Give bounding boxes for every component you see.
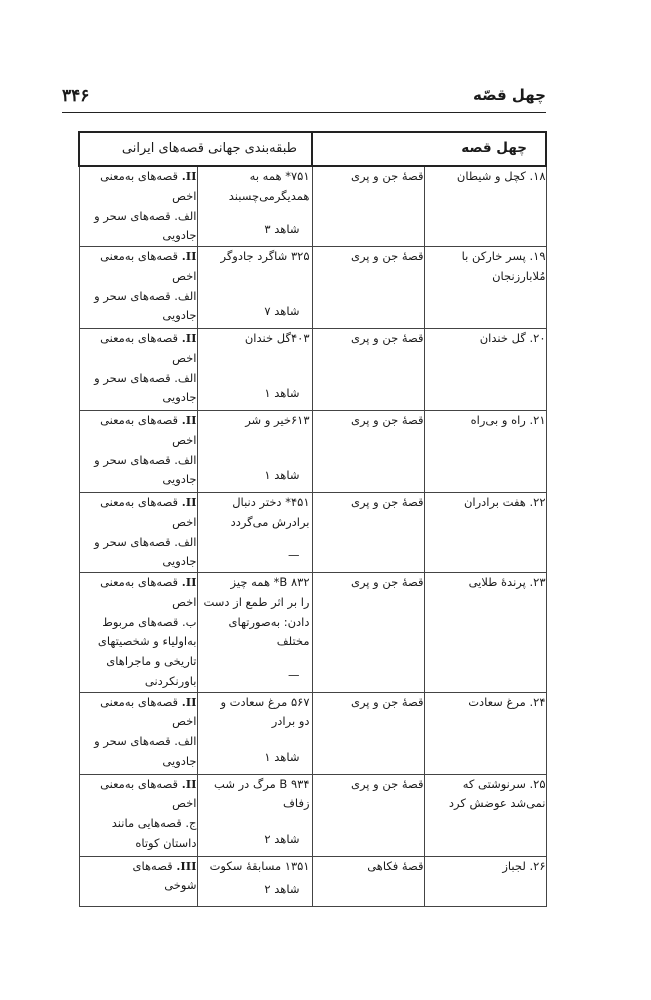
tale-title	[424, 856, 546, 906]
classification-line	[80, 470, 197, 490]
classification-line	[80, 573, 197, 593]
classification-text: الف. قصه‌های سحر و	[94, 370, 197, 385]
classification-table	[78, 131, 547, 907]
classification	[79, 329, 197, 411]
classification-text: الف. قصه‌های سحر و	[94, 534, 197, 549]
header-forty-tales: چهل قصه	[312, 132, 546, 166]
classification-text: جادویی	[162, 472, 197, 487]
tale-type-line: ۶۱۳خیر و شر	[245, 413, 310, 428]
classification-line	[80, 752, 197, 772]
header-rule	[62, 112, 546, 113]
classification-text: الف. قصه‌های سحر و	[94, 208, 197, 223]
tale-title-line: ۲۱. راه و بی‌راه	[470, 413, 546, 428]
tale-type-line: ۱۳۵۱ مسابقهٔ سکوت	[209, 858, 310, 873]
classification-line	[80, 369, 197, 389]
tale-title-line: مُلابارزنجان	[492, 268, 546, 283]
classification-number: II.	[181, 694, 197, 709]
classification-line	[80, 226, 197, 246]
witness-count: —	[288, 667, 300, 682]
tale-type-line: ۵۶۷ مرغ سعادت و	[220, 694, 310, 709]
classification-line	[80, 287, 197, 307]
witness-count: شاهد ۲	[264, 881, 300, 896]
classification-line	[80, 632, 197, 652]
classification-text: الف. قصه‌های سحر و	[94, 452, 197, 467]
classification-line	[80, 613, 197, 633]
tale-type-line: مختلف	[276, 634, 310, 649]
table-row	[79, 411, 546, 493]
classification	[79, 692, 197, 774]
table-row	[79, 493, 546, 573]
tale-title-line: ۱۸. کچل و شیطان	[456, 169, 546, 183]
classification-text: جادویی	[162, 308, 197, 323]
tale-title	[424, 774, 546, 856]
tale-type	[197, 493, 312, 573]
classification-text: اخص	[172, 432, 197, 447]
classification-text: به‌اولیاء و شخصیتهای	[97, 634, 197, 649]
classification-line	[80, 775, 197, 795]
tale-type	[197, 774, 312, 856]
tale-type-line: ۴۵۱* دختر دنبال	[232, 495, 310, 510]
tale-type	[197, 692, 312, 774]
classification-text: قصه‌های به‌معنی	[100, 575, 179, 590]
classification-line	[80, 652, 197, 672]
tale-type-line: دو برادر	[271, 714, 310, 729]
tale-title	[424, 692, 546, 774]
classification-text: قصه‌های به‌معنی	[100, 776, 179, 791]
page-header	[62, 86, 546, 112]
classification-text: جادویی	[162, 228, 197, 243]
tale-title	[424, 247, 546, 329]
witness-count: شاهد ۱	[264, 749, 300, 764]
classification-line	[80, 794, 197, 814]
classification	[79, 493, 197, 573]
tale-type-line: B ۹۳۴ مرگ در شب	[214, 776, 310, 791]
classification-text: اخص	[172, 188, 197, 203]
tale-genre: قصهٔ جن و پری	[312, 411, 424, 493]
tale-title	[424, 573, 546, 693]
tale-type	[197, 573, 312, 693]
classification-number: II.	[181, 575, 197, 590]
classification-line	[80, 834, 197, 854]
classification-text: قصه‌های به‌معنی	[100, 694, 179, 709]
classification-text: قصه‌های	[132, 858, 173, 873]
tale-type-line: ۳۲۵ شاگرد جادوگر	[220, 249, 310, 264]
classification-text: قصه‌های به‌معنی	[100, 495, 179, 510]
classification-number: II.	[181, 249, 197, 264]
table-row	[79, 247, 546, 329]
tale-type-line: را بر اثر طمع از دست	[203, 594, 310, 609]
classification-text: اخص	[172, 350, 197, 365]
tale-title-line: ۲۲. هفت برادران	[463, 495, 546, 510]
classification-text: الف. قصه‌های سحر و	[94, 734, 197, 749]
tale-genre: قصهٔ جن و پری	[312, 573, 424, 693]
tale-title-line: ۲۵. سرنوشتی که	[462, 776, 546, 791]
tale-title-line: ۱۹. پسر خارکن با	[461, 249, 546, 264]
tale-title-line: ۲۴. مرغ سعادت	[468, 694, 546, 709]
classification	[79, 247, 197, 329]
tale-type-line: B ۸۳۲* همه چیز	[230, 575, 310, 590]
witness-count: شاهد ۲	[264, 831, 300, 846]
table-header-row	[79, 132, 546, 166]
classification	[79, 573, 197, 693]
classification-text: ب. قصه‌های مربوط	[102, 614, 197, 629]
tale-type-line: برادرش می‌گردد	[230, 514, 310, 529]
running-title: چهل قصّه	[472, 86, 546, 104]
classification-line	[80, 672, 197, 692]
tale-title-line: ۲۰. گل خندان	[479, 331, 546, 346]
classification-text: اخص	[172, 714, 197, 729]
witness-count: شاهد ۷	[264, 304, 300, 319]
classification-text: داستان کوتاه	[135, 836, 197, 851]
tale-title	[424, 411, 546, 493]
classification-text: جادویی	[162, 754, 197, 769]
classification-line	[80, 593, 197, 613]
tale-genre: قصهٔ جن و پری	[312, 247, 424, 329]
tale-genre: قصهٔ جن و پری	[312, 493, 424, 573]
table-row	[79, 774, 546, 856]
classification-text: شوخی	[164, 878, 197, 893]
classification-text: باورنکردنی	[144, 673, 197, 688]
classification-line	[80, 411, 197, 431]
tale-type-line: دادن: به‌صورتهای	[228, 614, 310, 629]
classification-line	[80, 693, 197, 713]
classification-line	[80, 267, 197, 287]
tale-type-line: همدیگرمی‌چسبند	[228, 188, 310, 203]
classification-text: قصه‌های به‌معنی	[100, 249, 179, 264]
classification-line	[80, 388, 197, 408]
tale-genre: قصهٔ جن و پری	[312, 774, 424, 856]
classification-line	[80, 857, 197, 877]
classification-line	[80, 167, 197, 187]
classification-line	[80, 712, 197, 732]
tale-type-line: زفاف	[283, 796, 310, 811]
classification-line	[80, 533, 197, 553]
classification-number: II.	[181, 413, 197, 428]
classification-line	[80, 451, 197, 471]
tale-title	[424, 329, 546, 411]
tale-genre: قصهٔ جن و پری	[312, 166, 424, 247]
tale-type-line: ۴۰۳گل خندان	[244, 331, 310, 346]
table-row	[79, 573, 546, 693]
classification-line	[80, 876, 197, 896]
tale-type	[197, 856, 312, 906]
tale-genre: قصهٔ جن و پری	[312, 692, 424, 774]
classification-line	[80, 349, 197, 369]
classification-line	[80, 187, 197, 207]
tale-title-line: ۲۳. پرندهٔ طلایی	[468, 575, 546, 590]
table-row	[79, 166, 546, 247]
classification-line	[80, 306, 197, 326]
tale-type-line: ۷۵۱* همه به	[249, 169, 310, 183]
witness-count: شاهد ۳	[264, 222, 300, 237]
classification-text: ج. قصه‌هایی مانند	[111, 816, 197, 831]
tale-type	[197, 166, 312, 247]
classification-text: جادویی	[162, 390, 197, 405]
classification-line	[80, 329, 197, 349]
tale-genre: قصهٔ فکاهی	[312, 856, 424, 906]
classification-text: قصه‌های به‌معنی	[100, 413, 179, 428]
classification-line	[80, 207, 197, 227]
tale-type	[197, 247, 312, 329]
page-number: ۳۴۶	[62, 86, 90, 106]
classification-number: II.	[181, 495, 197, 510]
tale-title-line: نمی‌شد عوضش کرد	[448, 796, 546, 811]
classification-text: اخص	[172, 796, 197, 811]
classification-line	[80, 552, 197, 572]
header-world-classification: طبقه‌بندی جهانی قصه‌های ایرانی	[79, 132, 312, 166]
classification-text: اخص	[172, 268, 197, 283]
classification-text: قصه‌های به‌معنی	[100, 169, 179, 183]
tale-title	[424, 166, 546, 247]
table-row	[79, 692, 546, 774]
classification-number: II.	[181, 776, 197, 791]
classification-line	[80, 493, 197, 513]
classification	[79, 411, 197, 493]
classification-text: تاریخی و ماجراهای	[106, 654, 197, 669]
classification-line	[80, 732, 197, 752]
classification	[79, 166, 197, 247]
classification-line	[80, 247, 197, 267]
table-row	[79, 856, 546, 906]
classification	[79, 774, 197, 856]
classification-line	[80, 513, 197, 533]
tale-title-line: ۲۶. لجباز	[502, 858, 546, 873]
classification-text: قصه‌های به‌معنی	[100, 331, 179, 346]
classification	[79, 856, 197, 906]
classification-text: اخص	[172, 514, 197, 529]
classification-line	[80, 431, 197, 451]
witness-count: شاهد ۱	[264, 468, 300, 483]
witness-count: —	[288, 548, 300, 563]
tale-type	[197, 329, 312, 411]
tale-type	[197, 411, 312, 493]
tale-title	[424, 493, 546, 573]
classification-number: II.	[181, 331, 197, 346]
table-row	[79, 329, 546, 411]
classification-text: اخص	[172, 594, 197, 609]
classification-text: الف. قصه‌های سحر و	[94, 288, 197, 303]
classification-number: III.	[176, 858, 197, 873]
tale-genre: قصهٔ جن و پری	[312, 329, 424, 411]
classification-number: II.	[181, 169, 197, 183]
classification-line	[80, 814, 197, 834]
classification-text: جادویی	[162, 554, 197, 569]
witness-count: شاهد ۱	[264, 386, 300, 401]
